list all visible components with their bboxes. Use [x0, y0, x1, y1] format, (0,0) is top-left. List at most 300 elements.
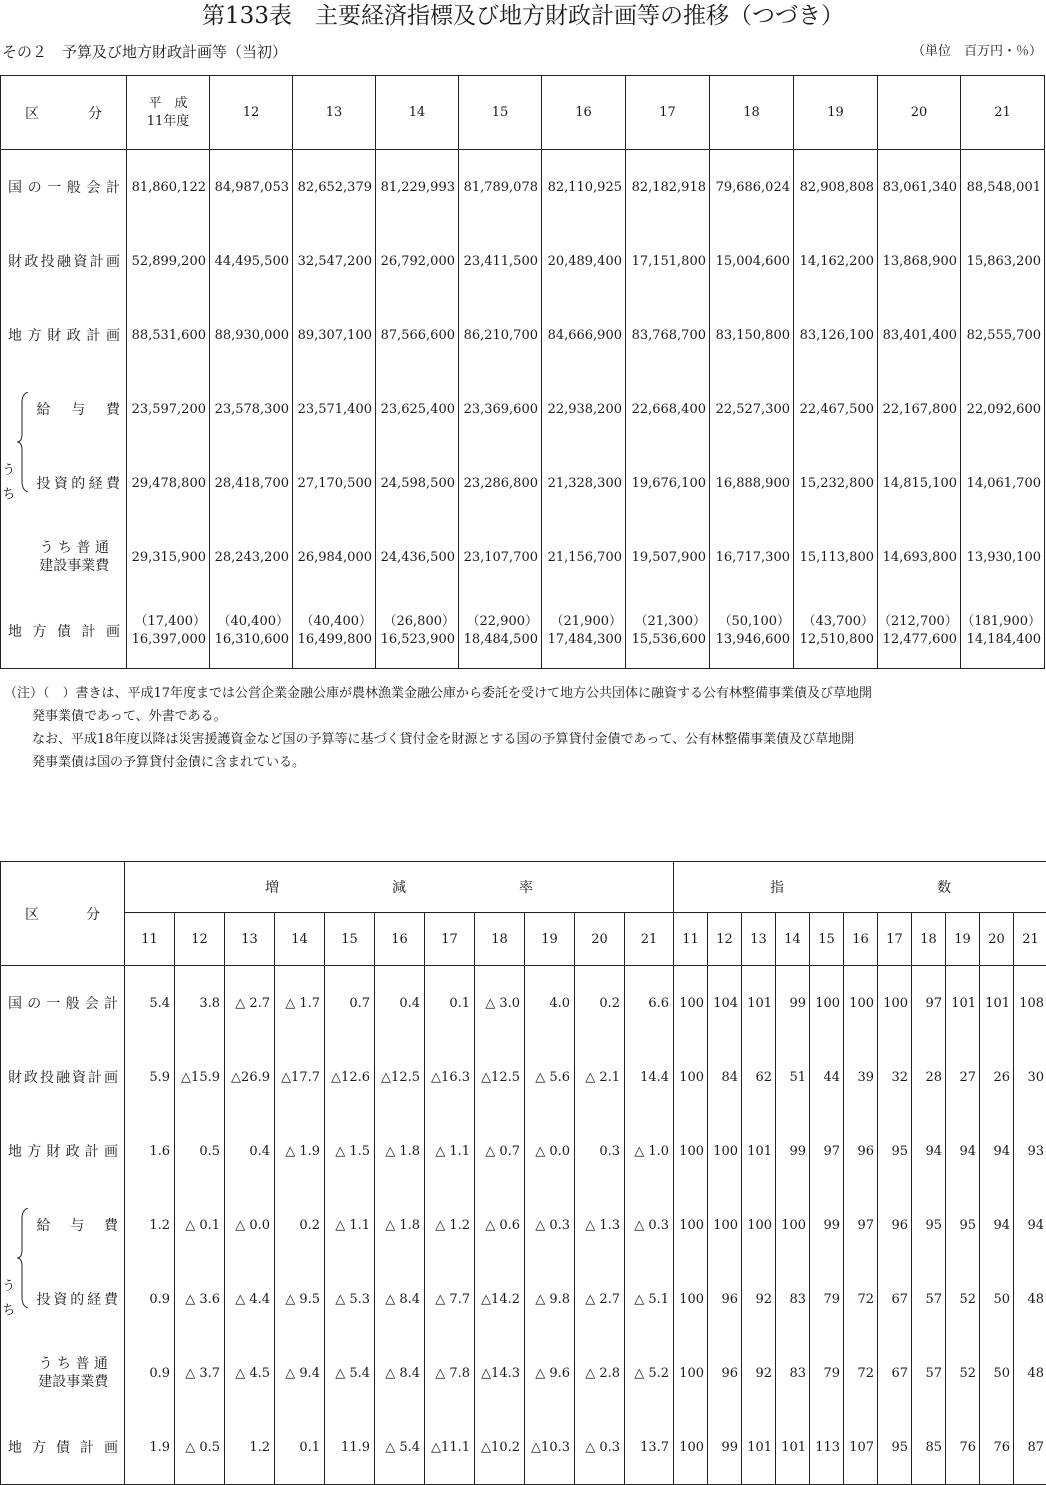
- cell-paren-value: （17,400）: [127, 613, 206, 631]
- index-cell: 107: [844, 1410, 878, 1485]
- rate-cell: △12.6: [325, 1040, 375, 1114]
- rate-cell: 1.6: [125, 1114, 175, 1188]
- row-label-text: 地方債計画: [1, 621, 126, 641]
- table-cell: 27,170,500: [293, 446, 376, 520]
- index-cell: 101: [980, 966, 1014, 1041]
- cell-paren-value: （40,400）: [210, 613, 289, 631]
- cell-value: 17,484,300: [542, 631, 622, 649]
- table-cell: 86,210,700: [459, 298, 542, 372]
- rate-cell: △ 7.8: [425, 1336, 475, 1410]
- index-cell: 48: [1014, 1262, 1046, 1336]
- header-year: 20: [575, 913, 625, 966]
- table-row: [1, 224, 1045, 298]
- rate-cell: △ 5.6: [525, 1040, 575, 1114]
- index-cell: 100: [708, 1188, 742, 1262]
- header-year: 12: [175, 913, 225, 966]
- table-cell: 23,286,800: [459, 446, 542, 520]
- index-cell: 94: [980, 1188, 1014, 1262]
- rate-index-table: [0, 861, 1046, 1485]
- table-row: [1, 298, 1045, 372]
- table-cell: 15,863,200: [961, 224, 1045, 298]
- header-year: 20: [878, 76, 961, 150]
- row-label-text: 国の一般会計: [1, 177, 126, 197]
- rate-cell: △ 2.8: [575, 1336, 625, 1410]
- index-cell: 95: [878, 1114, 912, 1188]
- table-cell: 84,987,053: [210, 150, 293, 225]
- index-cell: 83: [776, 1336, 810, 1410]
- index-cell: 26: [980, 1040, 1014, 1114]
- index-cell: 100: [674, 1410, 708, 1485]
- cell-paren-value: （21,900）: [542, 613, 622, 631]
- header-group-rate: [125, 862, 674, 913]
- index-cell: 28: [912, 1040, 946, 1114]
- table-cell: [710, 594, 794, 669]
- table-cell: 87,566,600: [376, 298, 459, 372]
- note-line: なお、平成18年度以降は災害援護資金など国の予算等に基づく貸付金を財源とする国の予算貸付金債であって、公有林整備事業債及び草地開: [4, 728, 1044, 751]
- header-year: 12: [210, 76, 293, 150]
- rate-cell: △12.5: [375, 1040, 425, 1114]
- row-label: [29, 1188, 125, 1262]
- table-cell: 88,531,600: [127, 298, 210, 372]
- cell-value: 16,523,900: [376, 631, 455, 649]
- table-cell: 21,328,300: [542, 446, 626, 520]
- uchi-char: ち: [1, 483, 29, 507]
- table-cell: 26,792,000: [376, 224, 459, 298]
- table-cell: [127, 594, 210, 669]
- table-cell: [293, 594, 376, 669]
- table-cell: 20,489,400: [542, 224, 626, 298]
- rate-cell: 5.4: [125, 966, 175, 1041]
- table-row: [1, 520, 1045, 594]
- cell-paren-value: （212,700）: [878, 613, 957, 631]
- rate-cell: △14.2: [475, 1262, 525, 1336]
- table-cell: 14,693,800: [878, 520, 961, 594]
- header-year: 20: [980, 913, 1014, 966]
- table-row: [1, 1040, 1046, 1114]
- row-label-text: 地方債計画: [1, 1437, 124, 1457]
- table-cell: 83,401,400: [878, 298, 961, 372]
- table-cell: 15,113,800: [794, 520, 878, 594]
- header-year: 15: [325, 913, 375, 966]
- table-cell: 19,676,100: [626, 446, 710, 520]
- row-label: [1, 224, 127, 298]
- rate-cell: 0.3: [575, 1114, 625, 1188]
- rate-cell: △ 4.5: [225, 1336, 275, 1410]
- row-label: [1, 966, 125, 1041]
- index-cell: 62: [742, 1040, 776, 1114]
- header-year: 15: [459, 76, 542, 150]
- row-label-text: 投資的経費: [29, 1289, 119, 1309]
- rate-cell: △ 1.7: [275, 966, 325, 1041]
- table-cell: 82,555,700: [961, 298, 1045, 372]
- index-cell: 101: [946, 966, 980, 1041]
- index-cell: 97: [912, 966, 946, 1041]
- index-cell: 101: [776, 1410, 810, 1485]
- header-year: 13: [742, 913, 776, 966]
- index-cell: 101: [742, 1410, 776, 1485]
- uchi-char: ち: [1, 1299, 29, 1323]
- table-cell: 84,666,900: [542, 298, 626, 372]
- index-cell: 92: [742, 1336, 776, 1410]
- row-label-text: 財政投融資計画: [1, 1067, 124, 1087]
- rate-cell: △ 9.4: [275, 1336, 325, 1410]
- table-cell: 19,507,900: [626, 520, 710, 594]
- index-cell: 50: [980, 1336, 1014, 1410]
- rate-cell: △ 8.4: [375, 1336, 425, 1410]
- table-cell: 82,110,925: [542, 150, 626, 225]
- index-cell: 101: [742, 1114, 776, 1188]
- header-year: 13: [293, 76, 376, 150]
- index-cell: 100: [844, 966, 878, 1041]
- table-cell: 22,167,800: [878, 372, 961, 446]
- rate-cell: △ 1.8: [375, 1114, 425, 1188]
- rate-cell: △ 1.8: [375, 1188, 425, 1262]
- cell-value: 18,484,500: [459, 631, 538, 649]
- rate-cell: 1.9: [125, 1410, 175, 1485]
- index-cell: 100: [674, 1336, 708, 1410]
- index-cell: 97: [810, 1114, 844, 1188]
- index-cell: 32: [878, 1040, 912, 1114]
- table-cell: 29,315,900: [127, 520, 210, 594]
- row-label-text: 地方財政計画: [1, 1141, 124, 1161]
- cell-paren-value: （40,400）: [293, 613, 372, 631]
- header-year: 16: [375, 913, 425, 966]
- rate-cell: △ 7.7: [425, 1262, 475, 1336]
- table-cell: 88,930,000: [210, 298, 293, 372]
- table-cell: 28,243,200: [210, 520, 293, 594]
- table-cell: 81,860,122: [127, 150, 210, 225]
- table-cell: 22,092,600: [961, 372, 1045, 446]
- rate-cell: 6.6: [625, 966, 674, 1041]
- rate-cell: 13.7: [625, 1410, 674, 1485]
- rate-cell: △ 1.9: [275, 1114, 325, 1188]
- index-cell: 99: [776, 1114, 810, 1188]
- header-kubun: [1, 76, 127, 150]
- rate-cell: △ 0.7: [475, 1114, 525, 1188]
- page-title: 第133表 主要経済指標及び地方財政計画等の推移（つづき）: [0, 0, 1046, 34]
- header-group-index-label: 指 数: [674, 877, 1046, 897]
- header-year: 11: [674, 913, 708, 966]
- table-cell: 82,652,379: [293, 150, 376, 225]
- index-cell: 94: [912, 1114, 946, 1188]
- index-cell: 113: [810, 1410, 844, 1485]
- table-cell: 82,182,918: [626, 150, 710, 225]
- table-cell: 24,436,500: [376, 520, 459, 594]
- index-cell: 97: [844, 1188, 878, 1262]
- header-year: 19: [946, 913, 980, 966]
- row-label: [1, 594, 127, 669]
- table-cell: 21,156,700: [542, 520, 626, 594]
- row-label: [1, 1040, 125, 1114]
- table-cell: 29,478,800: [127, 446, 210, 520]
- row-label-text: 建設事業費: [29, 557, 121, 575]
- index-cell: 52: [946, 1262, 980, 1336]
- rate-cell: △ 5.1: [625, 1262, 674, 1336]
- index-cell: 99: [776, 966, 810, 1041]
- index-cell: 95: [878, 1410, 912, 1485]
- rate-cell: △ 5.4: [325, 1336, 375, 1410]
- index-cell: 93: [1014, 1114, 1046, 1188]
- header-year: 14: [376, 76, 459, 150]
- rate-cell: △ 1.0: [625, 1114, 674, 1188]
- table-row: [1, 1114, 1046, 1188]
- index-cell: 57: [912, 1262, 946, 1336]
- index-cell: 96: [708, 1262, 742, 1336]
- rate-cell: △ 2.1: [575, 1040, 625, 1114]
- table-cell: 79,686,024: [710, 150, 794, 225]
- table-cell: 22,527,300: [710, 372, 794, 446]
- table-cell: 23,369,600: [459, 372, 542, 446]
- header-year: 17: [878, 913, 912, 966]
- rate-cell: △ 1.2: [425, 1188, 475, 1262]
- table-note: [4, 682, 1044, 774]
- header-year: 17: [425, 913, 475, 966]
- index-cell: 99: [708, 1410, 742, 1485]
- table-row: [1, 372, 1045, 446]
- table-cell: 83,061,340: [878, 150, 961, 225]
- table-row: [1, 1336, 1046, 1410]
- table-cell: 15,232,800: [794, 446, 878, 520]
- index-cell: 94: [946, 1114, 980, 1188]
- cell-paren-value: （43,700）: [794, 613, 874, 631]
- table-cell: 23,578,300: [210, 372, 293, 446]
- rate-cell: △ 5.4: [375, 1410, 425, 1485]
- cell-value: 15,536,600: [626, 631, 706, 649]
- index-cell: 48: [1014, 1336, 1046, 1410]
- rate-cell: △ 0.0: [225, 1188, 275, 1262]
- rate-cell: △10.3: [525, 1410, 575, 1485]
- cell-value: 16,397,000: [127, 631, 206, 649]
- row-label: [29, 1336, 125, 1410]
- index-cell: 83: [776, 1262, 810, 1336]
- rate-cell: △ 0.0: [525, 1114, 575, 1188]
- index-cell: 76: [946, 1410, 980, 1485]
- rate-cell: △ 3.7: [175, 1336, 225, 1410]
- row-label-text: 給 与 費: [29, 1215, 119, 1235]
- rate-cell: △ 5.2: [625, 1336, 674, 1410]
- rate-cell: △11.1: [425, 1410, 475, 1485]
- index-cell: 76: [980, 1410, 1014, 1485]
- row-label-text: う ち 普 通: [29, 539, 121, 557]
- rate-cell: 0.5: [175, 1114, 225, 1188]
- index-cell: 100: [674, 1188, 708, 1262]
- note-line: 発事業債は国の予算貸付金債に含まれている。: [4, 751, 1044, 774]
- index-cell: 96: [708, 1336, 742, 1410]
- index-cell: 100: [708, 1114, 742, 1188]
- index-cell: 95: [946, 1188, 980, 1262]
- index-cell: 87: [1014, 1410, 1046, 1485]
- row-label-text: 給 与 費: [29, 399, 121, 419]
- rate-cell: △12.5: [475, 1040, 525, 1114]
- index-cell: 50: [980, 1262, 1014, 1336]
- rate-cell: 1.2: [225, 1410, 275, 1485]
- cell-value: 16,499,800: [293, 631, 372, 649]
- table-row: [1, 150, 1045, 225]
- header-year: 16: [542, 76, 626, 150]
- rate-cell: △ 0.6: [475, 1188, 525, 1262]
- header-year-label: 11年度: [127, 113, 209, 131]
- cell-value: 12,477,600: [878, 631, 957, 649]
- rate-cell: △ 0.1: [175, 1188, 225, 1262]
- row-label-text: 国の一般会計: [1, 993, 124, 1013]
- row-label-text: う ち 普 通: [29, 1355, 119, 1373]
- rate-cell: △ 9.8: [525, 1262, 575, 1336]
- rate-cell: 0.9: [125, 1262, 175, 1336]
- header-group-rate-label: 増 減 率: [125, 877, 673, 897]
- index-cell: 67: [878, 1262, 912, 1336]
- table-cell: 13,868,900: [878, 224, 961, 298]
- rate-cell: △ 4.4: [225, 1262, 275, 1336]
- table-cell: 88,548,001: [961, 150, 1045, 225]
- rate-cell: △ 1.1: [425, 1114, 475, 1188]
- index-cell: 99: [810, 1188, 844, 1262]
- table-cell: 14,815,100: [878, 446, 961, 520]
- index-cell: 101: [742, 966, 776, 1041]
- rate-cell: 0.1: [275, 1410, 325, 1485]
- header-year: 14: [776, 913, 810, 966]
- index-cell: 30: [1014, 1040, 1046, 1114]
- note-line: 発事業債であって、外書である。: [4, 705, 1044, 728]
- cell-value: 12,510,800: [794, 631, 874, 649]
- table-row: [1, 1188, 1046, 1262]
- table-cell: 81,229,993: [376, 150, 459, 225]
- table-cell: 22,467,500: [794, 372, 878, 446]
- table-cell: 81,789,078: [459, 150, 542, 225]
- rate-cell: 4.0: [525, 966, 575, 1041]
- header-row: [1, 76, 1045, 150]
- table-cell: 23,107,700: [459, 520, 542, 594]
- budget-table: [0, 75, 1045, 669]
- rate-cell: △ 1.3: [575, 1188, 625, 1262]
- row-label: [1, 150, 127, 225]
- row-label-text: 地方財政計画: [1, 325, 126, 345]
- row-label-text: 建設事業費: [29, 1373, 119, 1391]
- table-cell: 89,307,100: [293, 298, 376, 372]
- table-cell: 83,126,100: [794, 298, 878, 372]
- rate-cell: △26.9: [225, 1040, 275, 1114]
- table-cell: [961, 594, 1045, 669]
- table-cell: 32,547,200: [293, 224, 376, 298]
- header-year: 15: [810, 913, 844, 966]
- rate-cell: 0.4: [225, 1114, 275, 1188]
- rate-cell: △ 0.3: [525, 1188, 575, 1262]
- table-cell: 23,625,400: [376, 372, 459, 446]
- index-cell: 51: [776, 1040, 810, 1114]
- table-cell: 17,151,800: [626, 224, 710, 298]
- table-cell: 23,411,500: [459, 224, 542, 298]
- cell-paren-value: （21,300）: [626, 613, 706, 631]
- header-year: 21: [625, 913, 674, 966]
- table-row: [1, 594, 1045, 669]
- rate-cell: 11.9: [325, 1410, 375, 1485]
- header-year: 19: [794, 76, 878, 150]
- header-year: 18: [710, 76, 794, 150]
- header-row: [1, 862, 1046, 913]
- header-kubun-label: 区 分: [1, 904, 124, 924]
- index-cell: 72: [844, 1336, 878, 1410]
- row-label: [29, 520, 127, 594]
- header-year: 12: [708, 913, 742, 966]
- table-row: [1, 1262, 1046, 1336]
- rate-cell: 0.7: [325, 966, 375, 1041]
- row-label: [1, 298, 127, 372]
- index-cell: 57: [912, 1336, 946, 1410]
- rate-cell: △ 2.7: [575, 1262, 625, 1336]
- index-cell: 100: [776, 1188, 810, 1262]
- rate-cell: 5.9: [125, 1040, 175, 1114]
- row-label: [29, 446, 127, 520]
- rate-cell: 0.2: [275, 1188, 325, 1262]
- index-cell: 84: [708, 1040, 742, 1114]
- table-cell: [210, 594, 293, 669]
- index-cell: 94: [980, 1114, 1014, 1188]
- row-label: [1, 1410, 125, 1485]
- header-year: 18: [475, 913, 525, 966]
- index-cell: 79: [810, 1262, 844, 1336]
- header-year: 16: [844, 913, 878, 966]
- rate-cell: △ 1.1: [325, 1188, 375, 1262]
- rate-cell: 0.9: [125, 1336, 175, 1410]
- cell-paren-value: （22,900）: [459, 613, 538, 631]
- header-year: 21: [1014, 913, 1046, 966]
- index-cell: 100: [878, 966, 912, 1041]
- rate-cell: △16.3: [425, 1040, 475, 1114]
- table-cell: [794, 594, 878, 669]
- table-row: [1, 446, 1045, 520]
- index-cell: 100: [742, 1188, 776, 1262]
- rate-cell: △17.7: [275, 1040, 325, 1114]
- rate-cell: △ 5.3: [325, 1262, 375, 1336]
- table-cell: [459, 594, 542, 669]
- index-cell: 72: [844, 1262, 878, 1336]
- rate-cell: 3.8: [175, 966, 225, 1041]
- index-cell: 67: [878, 1336, 912, 1410]
- rate-cell: △ 9.5: [275, 1262, 325, 1336]
- section-subtitle: その２ 予算及び地方財政計画等（当初）: [2, 40, 287, 64]
- rate-cell: △15.9: [175, 1040, 225, 1114]
- uchi-group-label: [1, 1188, 29, 1410]
- header-year: 18: [912, 913, 946, 966]
- table-row: [1, 1410, 1046, 1485]
- table-cell: 22,668,400: [626, 372, 710, 446]
- rate-cell: △ 9.6: [525, 1336, 575, 1410]
- header-year: 19: [525, 913, 575, 966]
- table-cell: 24,598,500: [376, 446, 459, 520]
- table-cell: 22,938,200: [542, 372, 626, 446]
- table-cell: 83,150,800: [710, 298, 794, 372]
- rate-cell: △ 3.6: [175, 1262, 225, 1336]
- header-year: 17: [626, 76, 710, 150]
- rate-cell: △ 0.3: [625, 1188, 674, 1262]
- table-cell: 26,984,000: [293, 520, 376, 594]
- index-cell: 27: [946, 1040, 980, 1114]
- index-cell: 94: [1014, 1188, 1046, 1262]
- index-cell: 96: [878, 1188, 912, 1262]
- row-label-text: 投資的経費: [29, 473, 121, 493]
- rate-cell: 14.4: [625, 1040, 674, 1114]
- table-row: [1, 966, 1046, 1041]
- index-cell: 100: [674, 1114, 708, 1188]
- header-kubun-label: 区 分: [1, 103, 126, 123]
- index-cell: 44: [810, 1040, 844, 1114]
- rate-cell: 1.2: [125, 1188, 175, 1262]
- rate-cell: △ 0.5: [175, 1410, 225, 1485]
- cell-value: 13,946,600: [710, 631, 790, 649]
- index-cell: 95: [912, 1188, 946, 1262]
- index-cell: 100: [674, 1262, 708, 1336]
- rate-cell: △ 0.3: [575, 1410, 625, 1485]
- index-cell: 92: [742, 1262, 776, 1336]
